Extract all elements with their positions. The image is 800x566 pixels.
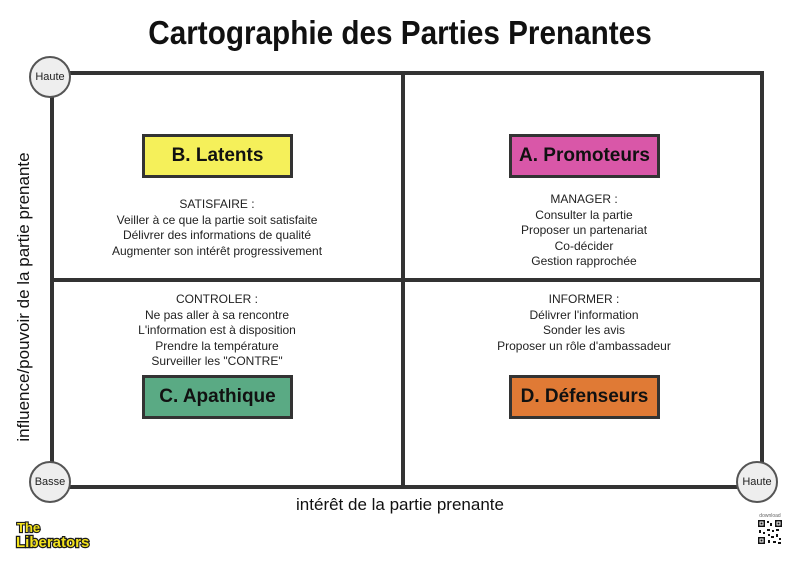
liberators-logo bbox=[15, 520, 110, 550]
quadrant-line: Veiller à ce que la partie soit satisfaite bbox=[116, 212, 318, 227]
quadrant-line: Proposer un rôle d'ambassadeur bbox=[497, 338, 671, 353]
quadrant-line: Proposer un partenariat bbox=[520, 223, 648, 237]
qr-download[interactable] bbox=[757, 513, 783, 550]
quadrant-line: Prendre la température bbox=[155, 338, 279, 353]
quadrant-heading: INFORMER : bbox=[548, 292, 620, 306]
quadrant-heading: SATISFAIRE : bbox=[179, 197, 255, 211]
horizontal-divider bbox=[50, 278, 764, 282]
quadrant-line: Consulter la partie bbox=[535, 207, 633, 222]
x-axis-label: intérêt de la partie prenante bbox=[296, 495, 504, 514]
quadrant-heading: CONTROLER : bbox=[175, 292, 258, 306]
quadrant-label-promoteurs: A. Promoteurs bbox=[509, 134, 660, 178]
quadrant-label-apathique: C. Apathique bbox=[142, 375, 293, 419]
quadrant-text-latents bbox=[47, 197, 387, 259]
quadrant-heading: MANAGER : bbox=[550, 192, 618, 206]
qr-code-icon bbox=[757, 519, 783, 545]
page-title: Cartographie des Parties Prenantes bbox=[148, 14, 652, 51]
quadrant-line: Délivrer l'information bbox=[529, 307, 639, 322]
corner-bottom-left-low: Basse bbox=[29, 461, 71, 503]
quadrant-text-defenseurs bbox=[414, 292, 754, 354]
quadrant-line: Délivrer des informations de qualité bbox=[122, 228, 312, 242]
quadrant-label-latents: B. Latents bbox=[142, 134, 293, 178]
logo-text-liberators: Liberators bbox=[16, 534, 90, 550]
quadrant-line: Sonder les avis bbox=[542, 323, 626, 337]
quadrant-line: Ne pas aller à sa rencontre bbox=[144, 307, 290, 322]
quadrant-text-apathique bbox=[47, 292, 387, 370]
y-axis-label: influence/pouvoir de la partie prenante bbox=[14, 152, 33, 442]
quadrant-line: Surveiller les "CONTRE" bbox=[151, 354, 283, 368]
quadrant-text-promoteurs bbox=[414, 192, 754, 270]
quadrant-line: Gestion rapprochée bbox=[531, 254, 637, 268]
quadrant-line: Co-décider bbox=[554, 238, 614, 253]
logo-text-the: The bbox=[17, 520, 41, 535]
quadrant-line: Augmenter son intérêt progressivement bbox=[111, 243, 323, 258]
corner-bottom-right-high: Haute bbox=[736, 461, 778, 503]
qr-caption: download bbox=[759, 513, 781, 519]
corner-top-left-high: Haute bbox=[29, 56, 71, 98]
quadrant-label-defenseurs: D. Défenseurs bbox=[509, 375, 660, 419]
quadrant-line: L'information est à disposition bbox=[138, 323, 296, 337]
